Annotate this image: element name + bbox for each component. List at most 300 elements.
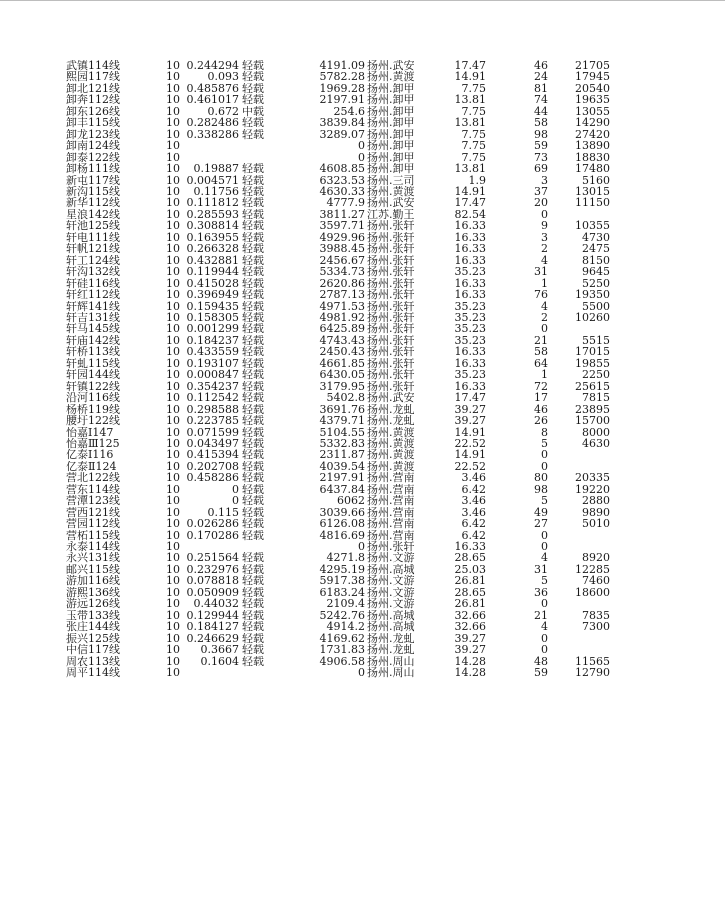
substation-cell: 扬州.张轩 [367, 346, 415, 358]
load-rate-cell: 0.354237 [186, 380, 239, 393]
line-name-cell: 腰圩122线 [66, 415, 120, 427]
voltage-cell: 10 [166, 403, 180, 416]
substation-cell: 扬州.张轩 [367, 254, 415, 267]
load-status-cell: 轻载 [242, 197, 264, 209]
load-status-cell: 轻载 [242, 220, 264, 232]
voltage-cell: 10 [166, 266, 180, 278]
line-name-cell: 轩硅116线 [66, 277, 120, 290]
voltage-cell: 10 [166, 380, 180, 393]
count-cell: 1 [541, 369, 548, 381]
voltage-cell: 10 [166, 311, 180, 324]
line-name-cell: 轩沟132线 [66, 266, 120, 278]
table-row [66, 610, 610, 621]
voltage-cell: 10 [166, 518, 180, 530]
load-rate-cell: 0.184127 [186, 621, 239, 633]
capacity-cell: 6425.89 [319, 323, 365, 335]
distance-cell: 28.65 [454, 586, 486, 599]
voltage-cell: 10 [166, 277, 180, 290]
substation-cell: 扬州.张轩 [367, 380, 415, 393]
substation-cell: 扬州.张轩 [367, 289, 415, 301]
count-cell: 0 [541, 460, 548, 473]
load-rate-cell: 0.159435 [186, 300, 239, 312]
table-row [66, 278, 610, 289]
line-name-cell: 游加116线 [66, 575, 120, 587]
load-status-cell: 轻载 [242, 185, 264, 198]
count-cell: 98 [534, 128, 548, 141]
capacity-cell: 5242.76 [319, 609, 365, 622]
line-name-cell: 卸北121线 [66, 82, 120, 95]
voltage-cell: 10 [166, 94, 180, 106]
substation-cell: 扬州.张轩 [367, 334, 415, 347]
amount-cell: 5250 [582, 277, 610, 290]
load-status-cell: 轻载 [242, 609, 264, 622]
voltage-cell: 10 [166, 60, 180, 72]
load-status-cell: 轻载 [242, 529, 264, 542]
load-rate-cell: 0.078818 [186, 575, 239, 587]
load-rate-cell: 0.285593 [186, 208, 239, 221]
load-status-cell: 轻载 [242, 311, 264, 324]
voltage-cell: 10 [166, 128, 180, 141]
distance-cell: 14.28 [454, 655, 486, 668]
count-cell: 0 [541, 208, 548, 221]
load-status-cell: 轻载 [242, 437, 264, 450]
load-rate-cell: 0.485876 [186, 82, 239, 95]
distance-cell: 22.52 [454, 437, 486, 450]
load-status-cell: 轻载 [242, 60, 264, 72]
substation-cell: 扬州.武安 [367, 197, 415, 209]
load-status-cell: 轻载 [242, 346, 264, 358]
line-name-cell: 卸泰122线 [66, 151, 120, 164]
capacity-cell: 6183.24 [319, 586, 365, 599]
count-cell: 0 [541, 323, 548, 335]
amount-cell: 15700 [575, 415, 610, 427]
load-rate-cell: 0.396949 [186, 289, 239, 301]
line-name-cell: 怡嘉Ⅰ147 [66, 426, 114, 438]
substation-cell: 扬州.营南 [367, 495, 415, 507]
count-cell: 17 [534, 392, 548, 404]
count-cell: 48 [534, 655, 548, 668]
count-cell: 0 [541, 449, 548, 461]
load-status-cell: 轻载 [242, 300, 264, 312]
amount-cell [548, 461, 610, 472]
table-row [66, 117, 610, 128]
distance-cell: 16.33 [454, 277, 486, 290]
load-rate-cell [180, 667, 239, 678]
count-cell: 44 [534, 105, 548, 118]
distance-cell: 16.33 [454, 220, 486, 232]
count-cell: 74 [534, 94, 548, 106]
capacity-cell: 4039.54 [319, 460, 365, 473]
load-status-cell: 轻载 [242, 163, 264, 175]
load-rate-cell: 0.415394 [186, 449, 239, 461]
table-row [66, 71, 610, 82]
amount-cell [548, 633, 610, 644]
amount-cell [548, 323, 610, 334]
distance-cell: 28.65 [454, 552, 486, 564]
voltage-cell: 10 [166, 621, 180, 633]
table-row [66, 484, 610, 495]
table-row [66, 289, 610, 300]
distance-cell: 13.81 [454, 94, 486, 106]
count-cell: 80 [534, 472, 548, 484]
substation-cell: 扬州.龙虬 [367, 403, 415, 416]
line-name-cell: 星浪142线 [66, 208, 120, 221]
substation-cell: 扬州.文游 [367, 552, 415, 564]
voltage-cell: 10 [166, 163, 180, 175]
capacity-cell: 5104.55 [319, 426, 365, 438]
amount-cell: 25615 [575, 380, 610, 393]
load-rate-cell: 0.432881 [186, 254, 239, 267]
substation-cell: 扬州.卸甲 [367, 163, 415, 175]
voltage-cell: 10 [166, 609, 180, 622]
distance-cell: 14.91 [454, 185, 486, 198]
line-name-cell: 亿泰Ⅰ116 [66, 449, 114, 461]
distance-cell: 17.47 [454, 197, 486, 209]
table-row [66, 507, 610, 518]
distance-cell: 7.75 [461, 140, 486, 152]
table-row [66, 404, 610, 415]
amount-cell: 14290 [575, 117, 610, 129]
distance-cell: 39.27 [454, 415, 486, 427]
substation-cell: 扬州.卸甲 [367, 128, 415, 141]
substation-cell: 扬州.黄渡 [367, 437, 415, 450]
substation-cell: 扬州.张轩 [367, 277, 415, 290]
count-cell: 0 [541, 598, 548, 610]
substation-cell: 扬州.卸甲 [367, 94, 415, 106]
load-status-cell: 轻载 [242, 266, 264, 278]
table-row [66, 530, 610, 541]
count-cell: 21 [534, 609, 548, 622]
voltage-cell: 10 [166, 460, 180, 473]
amount-cell: 8000 [582, 426, 610, 438]
substation-cell: 扬州.张轩 [367, 300, 415, 312]
capacity-cell: 4661.85 [319, 357, 365, 370]
voltage-cell: 10 [166, 426, 180, 438]
table-row [66, 633, 610, 644]
voltage-cell: 10 [166, 644, 180, 656]
substation-cell: 扬州.文游 [367, 586, 415, 599]
table-row [66, 232, 610, 243]
capacity-cell: 4169.62 [319, 632, 365, 645]
load-status-cell: 轻载 [242, 563, 264, 576]
amount-cell: 19855 [575, 357, 610, 370]
load-status-cell: 轻载 [242, 644, 264, 656]
amount-cell: 11565 [575, 655, 610, 668]
capacity-cell: 4906.58 [319, 655, 365, 668]
count-cell: 37 [534, 185, 548, 198]
substation-cell: 扬州.张轩 [367, 323, 415, 335]
count-cell: 21 [534, 334, 548, 347]
top-border-line [0, 0, 725, 1]
voltage-cell: 10 [166, 483, 180, 496]
line-name-cell: 杨桥119线 [66, 403, 120, 416]
table-row [66, 644, 610, 655]
load-status-cell: 轻载 [242, 575, 264, 587]
count-cell: 2 [541, 311, 548, 324]
count-cell: 72 [534, 380, 548, 393]
count-cell: 27 [534, 518, 548, 530]
load-status-cell: 轻载 [242, 71, 264, 83]
table-row [66, 335, 610, 346]
count-cell: 36 [534, 586, 548, 599]
count-cell: 4 [541, 552, 548, 564]
load-status-cell: 轻载 [242, 369, 264, 381]
load-status-cell: 轻载 [242, 632, 264, 645]
table-row [66, 667, 610, 678]
load-status-cell: 轻载 [242, 415, 264, 427]
distance-cell: 14.91 [454, 426, 486, 438]
table-row [66, 621, 610, 632]
distance-cell: 3.46 [461, 472, 486, 484]
substation-cell: 扬州.黄渡 [367, 185, 415, 198]
distance-cell: 35.23 [454, 311, 486, 324]
table-row [66, 209, 610, 220]
capacity-cell: 6126.08 [319, 518, 365, 530]
voltage-cell: 10 [166, 254, 180, 267]
amount-cell: 5010 [582, 518, 610, 530]
distance-cell: 26.81 [454, 575, 486, 587]
line-name-cell: 张庄144线 [66, 621, 120, 633]
count-cell: 20 [534, 197, 548, 209]
amount-cell: 13890 [575, 140, 610, 152]
table-row [66, 587, 610, 598]
line-name-cell: 周农113线 [66, 655, 120, 668]
amount-cell: 4630 [582, 437, 610, 450]
table-row [66, 83, 610, 94]
count-cell: 31 [534, 563, 548, 576]
capacity-cell: 4379.71 [319, 415, 365, 427]
amount-cell: 2475 [582, 243, 610, 255]
distance-cell: 39.27 [454, 632, 486, 645]
load-status-cell: 轻载 [242, 518, 264, 530]
table-row [66, 495, 610, 506]
voltage-cell: 10 [166, 563, 180, 576]
load-rate-cell: 0.004571 [186, 174, 239, 186]
amount-cell: 11150 [575, 197, 610, 209]
line-name-cell: 轩镇122线 [66, 380, 120, 393]
distance-cell: 3.46 [461, 506, 486, 519]
load-status-cell: 轻载 [242, 552, 264, 564]
amount-cell: 12790 [575, 667, 610, 679]
load-rate-cell: 0.111812 [186, 197, 239, 209]
voltage-cell: 10 [166, 541, 180, 553]
amount-cell: 20540 [575, 82, 610, 95]
line-name-cell: 轩桥113线 [66, 346, 120, 358]
substation-cell: 江苏.勤王 [367, 208, 415, 221]
line-name-cell: 卸丰115线 [66, 117, 120, 129]
line-name-cell: 卸东126线 [66, 105, 120, 118]
amount-cell: 5500 [582, 300, 610, 312]
table-row [66, 323, 610, 334]
line-name-cell: 轩园144线 [66, 369, 120, 381]
table-row [66, 243, 610, 254]
table-row [66, 427, 610, 438]
capacity-cell: 1731.83 [319, 644, 365, 656]
count-cell: 4 [541, 621, 548, 633]
line-name-cell: 永兴131线 [66, 552, 120, 564]
count-cell: 4 [541, 254, 548, 267]
substation-cell: 扬州.卸甲 [367, 82, 415, 95]
capacity-cell: 4777.9 [326, 197, 365, 209]
substation-cell: 扬州.武安 [367, 60, 415, 72]
distance-cell: 22.52 [454, 460, 486, 473]
amount-cell: 12285 [575, 563, 610, 576]
voltage-cell: 10 [166, 667, 180, 679]
amount-cell: 19350 [575, 289, 610, 301]
load-status-cell: 轻载 [242, 174, 264, 186]
voltage-cell: 10 [166, 346, 180, 358]
count-cell: 2 [541, 243, 548, 255]
line-name-cell: 周平114线 [66, 667, 120, 679]
capacity-cell: 5917.38 [319, 575, 365, 587]
distance-cell: 7.75 [461, 128, 486, 141]
table-row [66, 346, 610, 357]
count-cell: 49 [534, 506, 548, 519]
amount-cell: 7835 [582, 609, 610, 622]
capacity-cell: 2197.91 [319, 94, 365, 106]
capacity-cell: 4630.33 [319, 185, 365, 198]
voltage-cell: 10 [166, 243, 180, 255]
table-row [66, 369, 610, 380]
distance-cell: 35.23 [454, 334, 486, 347]
count-cell: 59 [534, 140, 548, 152]
load-status-cell: 轻载 [242, 117, 264, 129]
voltage-cell: 10 [166, 334, 180, 347]
load-rate-cell [180, 140, 239, 151]
load-rate-cell: 0.158305 [186, 311, 239, 324]
count-cell: 81 [534, 82, 548, 95]
amount-cell [548, 541, 610, 552]
substation-cell: 扬州.张轩 [367, 311, 415, 324]
capacity-cell: 3597.71 [319, 220, 365, 232]
count-cell: 64 [534, 357, 548, 370]
distance-cell: 13.81 [454, 163, 486, 175]
voltage-cell: 10 [166, 552, 180, 564]
table-row [66, 266, 610, 277]
capacity-cell: 4743.43 [319, 334, 365, 347]
count-cell: 3 [541, 174, 548, 186]
count-cell: 5 [541, 495, 548, 507]
line-name-cell: 营北122线 [66, 472, 120, 484]
amount-cell: 17945 [575, 71, 610, 83]
capacity-cell: 4608.85 [319, 163, 365, 175]
load-rate-cell: 0.244294 [186, 60, 239, 72]
table-body [66, 60, 610, 678]
amount-cell: 5160 [582, 174, 610, 186]
capacity-cell: 4914.2 [326, 621, 365, 633]
capacity-cell: 5332.83 [319, 437, 365, 450]
load-rate-cell: 0.3667 [200, 644, 239, 656]
capacity-cell: 3988.45 [319, 243, 365, 255]
distance-cell: 6.42 [461, 518, 486, 530]
line-name-cell: 营东114线 [66, 483, 120, 496]
voltage-cell: 10 [166, 529, 180, 542]
table-row [66, 518, 610, 529]
amount-cell: 13055 [575, 105, 610, 118]
capacity-cell: 2197.91 [319, 472, 365, 484]
voltage-cell: 10 [166, 655, 180, 668]
substation-cell: 扬州.龙虬 [367, 415, 415, 427]
amount-cell: 7815 [582, 392, 610, 404]
table-row [66, 656, 610, 667]
load-rate-cell: 0.193107 [186, 357, 239, 370]
load-rate-cell: 0.461017 [186, 94, 239, 106]
table-row [66, 312, 610, 323]
load-rate-cell: 0.282486 [186, 117, 239, 129]
table-row [66, 129, 610, 140]
load-rate-cell [180, 152, 239, 163]
load-status-cell: 轻载 [242, 392, 264, 404]
voltage-cell: 10 [166, 472, 180, 484]
voltage-cell: 10 [166, 632, 180, 645]
line-name-cell: 中信117线 [66, 644, 120, 656]
substation-cell: 扬州.武安 [367, 392, 415, 404]
load-status-cell: 轻载 [242, 277, 264, 290]
line-name-cell: 邮兴115线 [66, 563, 120, 576]
voltage-cell: 10 [166, 415, 180, 427]
table-row [66, 106, 610, 117]
capacity-cell: 254.6 [333, 105, 365, 118]
amount-cell: 2880 [582, 495, 610, 507]
line-name-cell: 卸龙123线 [66, 128, 120, 141]
load-rate-cell: 0.11756 [193, 185, 239, 198]
capacity-cell: 5782.28 [319, 71, 365, 83]
voltage-cell: 10 [166, 208, 180, 221]
load-status-cell: 轻载 [242, 472, 264, 484]
load-status-cell [239, 667, 270, 678]
distance-cell: 16.33 [454, 541, 486, 553]
count-cell: 58 [534, 117, 548, 129]
load-rate-cell: 0.433559 [186, 346, 239, 358]
count-cell: 0 [541, 644, 548, 656]
line-name-cell: 轩池125线 [66, 220, 120, 232]
distance-cell: 32.66 [454, 609, 486, 622]
voltage-cell: 10 [166, 300, 180, 312]
amount-cell: 7300 [582, 621, 610, 633]
substation-cell: 扬州.营南 [367, 483, 415, 496]
distance-cell: 17.47 [454, 60, 486, 72]
voltage-cell: 10 [166, 220, 180, 232]
count-cell: 0 [541, 529, 548, 542]
voltage-cell: 10 [166, 323, 180, 335]
load-status-cell: 轻载 [242, 403, 264, 416]
load-rate-cell: 0.170286 [186, 529, 239, 542]
line-name-cell: 营潭123线 [66, 495, 120, 507]
table-row [66, 163, 610, 174]
count-cell: 9 [541, 220, 548, 232]
table-row [66, 175, 610, 186]
amount-cell [548, 530, 610, 541]
load-status-cell: 轻载 [242, 82, 264, 95]
load-rate-cell: 0.246629 [186, 632, 239, 645]
capacity-cell: 2787.13 [319, 289, 365, 301]
substation-cell: 扬州.卸甲 [367, 117, 415, 129]
table-row [66, 575, 610, 586]
capacity-cell: 6323.53 [319, 174, 365, 186]
load-status-cell: 轻载 [242, 334, 264, 347]
load-rate-cell: 0.232976 [186, 563, 239, 576]
load-rate-cell: 0.184237 [186, 334, 239, 347]
count-cell: 3 [541, 231, 548, 244]
load-status-cell: 轻载 [242, 598, 264, 610]
load-status-cell: 轻载 [242, 449, 264, 461]
substation-cell: 扬州.卸甲 [367, 140, 415, 152]
amount-cell [548, 644, 610, 655]
capacity-cell: 2620.86 [319, 277, 365, 290]
table-row [66, 301, 610, 312]
load-rate-cell: 0.001299 [186, 323, 239, 335]
load-rate-cell: 0.223785 [186, 415, 239, 427]
